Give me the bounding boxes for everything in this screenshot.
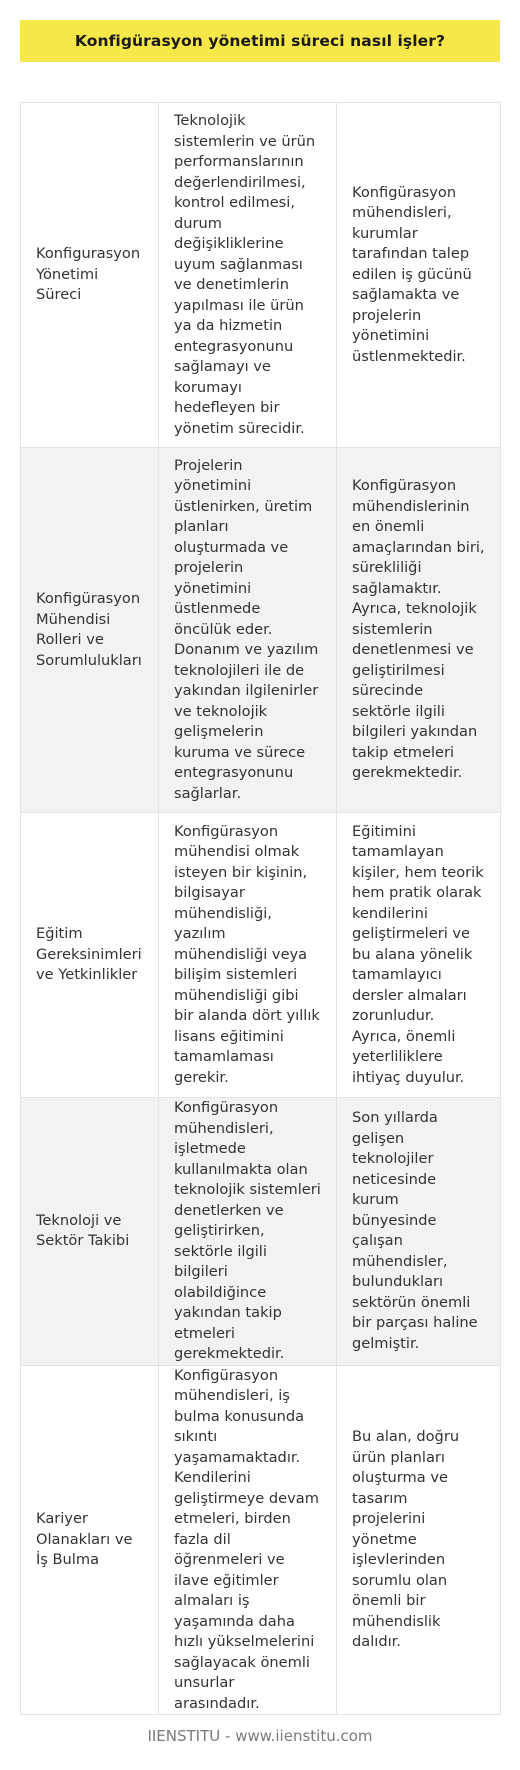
row-detail: Konfigürasyon mühendisleri, kurumlar tarafından talep edilen iş gücünü sağlamakta ve projelerin yönetimini üstlenmektedir. bbox=[337, 103, 501, 448]
row-detail: Son yıllarda gelişen teknolojiler neticesinde kurum bünyesinde çalışan mühendisler, bulundukları sektörün önemli bir parçası haline gelmiştir. bbox=[337, 1098, 501, 1366]
footer-credit: IIENSTITU - www.iienstitu.com bbox=[147, 1727, 373, 1745]
row-description: Konfigürasyon mühendisleri, iş bulma konusunda sıkıntı yaşamamaktadır. Kendilerini geliştirmeye devam etmeleri, birden fazla dil öğrenmeleri ve ilave eğitimler almaları iş yaşamında daha hızlı yükselmelerini sağlayacak önemli unsurlar arasındadır. bbox=[159, 1365, 337, 1715]
table-row bbox=[21, 813, 501, 1098]
row-detail: Bu alan, doğru ürün planları oluşturma ve tasarım projelerini yönetme işlevlerinden sorumlu olan önemli bir mühendislik dalıdır. bbox=[337, 1365, 501, 1715]
row-detail: Eğitimini tamamlayan kişiler, hem teorik hem pratik olarak kendilerini geliştirmeleri ve bu alana yönelik tamamlayıcı dersler almaları zorunludur. Ayrıca, önemli yeterliliklere ihtiyaç duyulur. bbox=[337, 813, 501, 1098]
table-row bbox=[21, 1365, 501, 1715]
page-title: Konfigürasyon yönetimi süreci nasıl işler? bbox=[74, 32, 446, 50]
row-label: Konfigurasyon Yönetimi Süreci bbox=[21, 103, 159, 448]
row-detail: Konfigürasyon mühendislerinin en önemli amaçlarından biri, sürekliliği sağlamaktır. Ayrıca, teknolojik sistemlerin denetlenmesi ve geliştirilmesi sürecinde sektörle ilgili bilgileri yakından takip etmeleri gerekmektedir. bbox=[337, 448, 501, 813]
row-description: Projelerin yönetimini üstlenirken, üretim planları oluşturmada ve projelerin yönetimini üstlenmede öncülük eder. Donanım ve yazılım teknolojileri ile de yakından ilgilenirler ve teknolojik gelişmelerin kuruma ve sürece entegrasyonunu sağlarlar. bbox=[159, 448, 337, 813]
row-label: Teknoloji ve Sektör Takibi bbox=[21, 1098, 159, 1366]
row-description: Konfigürasyon mühendisleri, işletmede kullanılmakta olan teknolojik sistemleri denetlerken ve geliştirirken, sektörle ilgili bilgileri olabildiğince yakından takip etmeleri gerekmektedir. bbox=[159, 1098, 337, 1366]
row-label: Eğitim Gereksinimleri ve Yetkinlikler bbox=[21, 813, 159, 1098]
info-table bbox=[20, 102, 501, 1715]
table-row bbox=[21, 448, 501, 813]
title-banner bbox=[20, 20, 500, 62]
row-description: Teknolojik sistemlerin ve ürün performanslarının değerlendirilmesi, kontrol edilmesi, durum değişikliklerine uyum sağlanması ve denetimlerin yapılması ile ürün ya da hizmetin entegrasyonunu sağlamayı ve korumayı hedefleyen bir yönetim sürecidir. bbox=[159, 103, 337, 448]
row-description: Konfigürasyon mühendisi olmak isteyen bir kişinin, bilgisayar mühendisliği, yazılım mühendisliği veya bilişim sistemleri mühendisliği gibi bir alanda dört yıllık lisans eğitimini tamamlaması gerekir. bbox=[159, 813, 337, 1098]
table-row bbox=[21, 1098, 501, 1366]
row-label: Konfigürasyon Mühendisi Rolleri ve Sorumlulukları bbox=[21, 448, 159, 813]
table-row bbox=[21, 103, 501, 448]
row-label: Kariyer Olanakları ve İş Bulma bbox=[21, 1365, 159, 1715]
